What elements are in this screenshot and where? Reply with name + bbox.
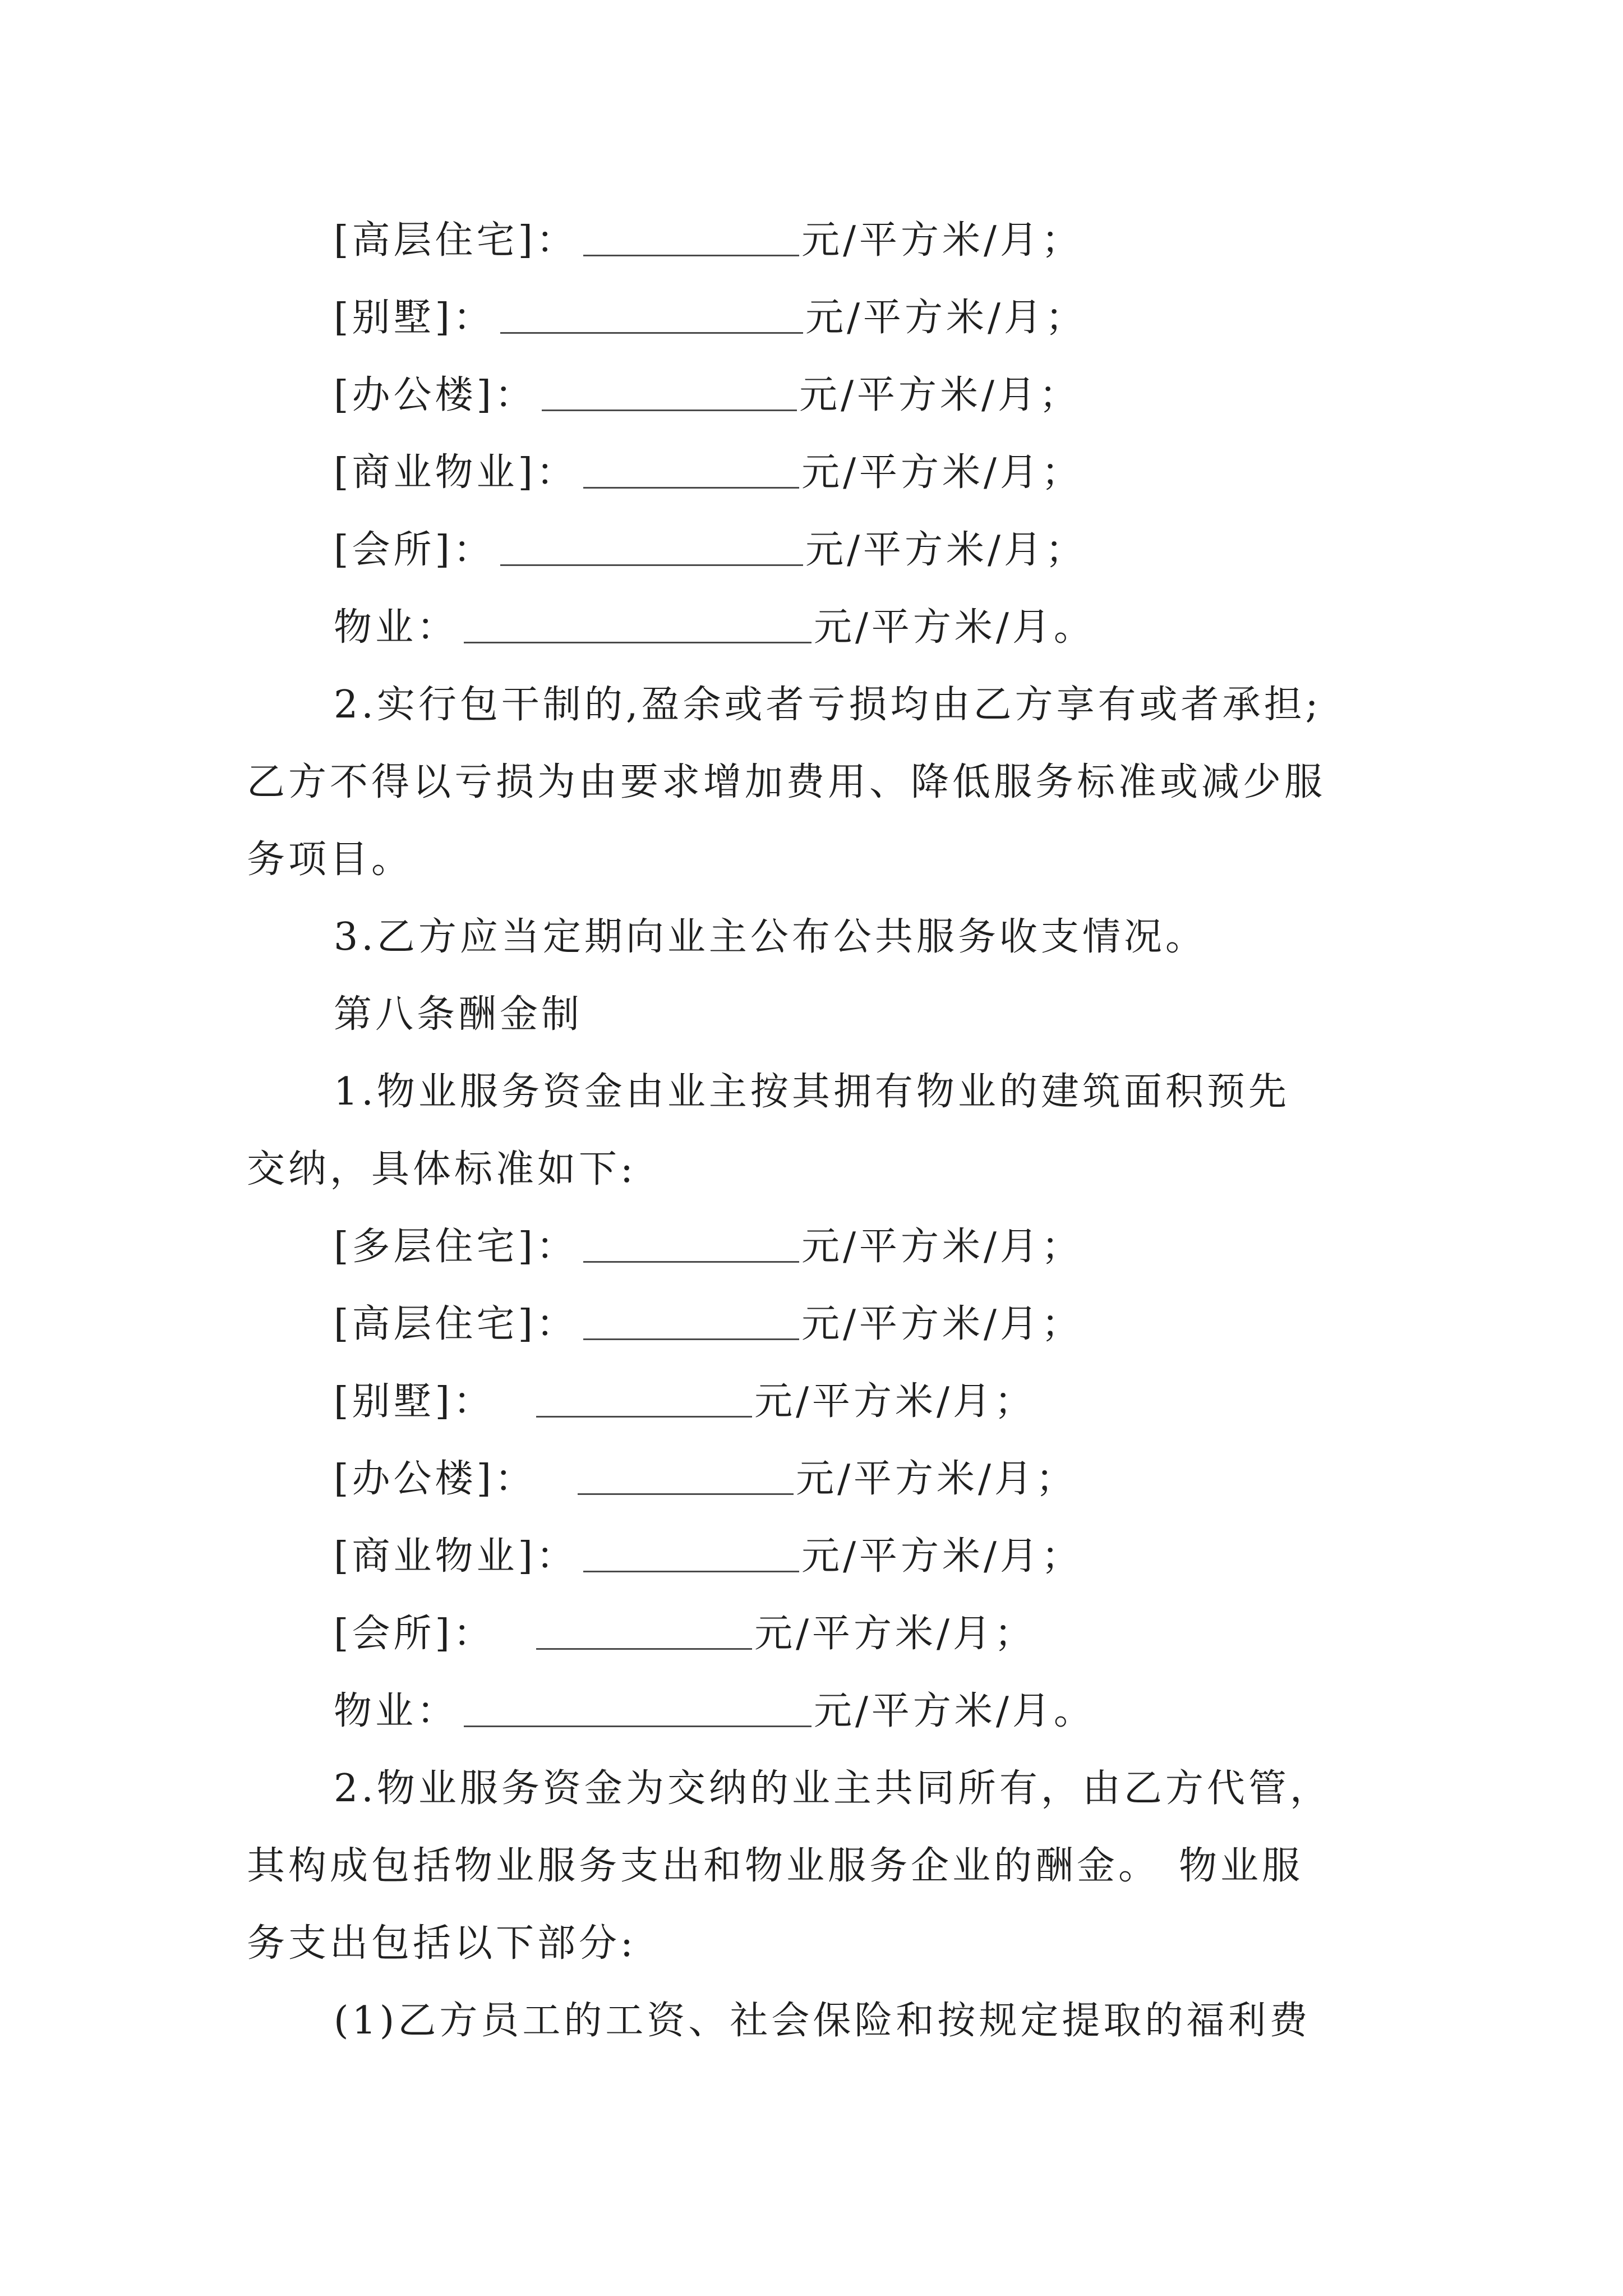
fee-label: 物业： — [334, 605, 459, 650]
paragraph-3: 3.乙方应当定期向业主公布公共服务收支情况。 — [334, 915, 1207, 959]
paragraph-5-line-2 — [247, 1844, 1304, 1888]
fee-unit: 元/平方米/月； — [796, 1457, 1077, 1501]
paragraph-2-line-2: 乙方不得以亏损为由要求增加费用、降低服务标准或减少服 — [247, 760, 1326, 804]
fill-blank — [583, 1232, 799, 1263]
fee-label: 物业： — [334, 1689, 459, 1733]
fee-unit: 元/平方米/月； — [805, 528, 1087, 572]
fee-unit: 元/平方米/月； — [801, 1225, 1083, 1269]
fee-line-office-2 — [334, 1457, 1077, 1501]
fee-label: [会所]： — [334, 1612, 495, 1656]
fee-label: [办公楼]： — [334, 1457, 537, 1501]
fee-line-high-rise — [334, 218, 1083, 263]
fee-line-clubhouse-2 — [334, 1612, 1036, 1656]
fee-label: [高层住宅]： — [334, 218, 578, 263]
fee-unit: 元/平方米/月。 — [814, 1689, 1095, 1733]
fill-blank — [583, 1309, 799, 1340]
fee-unit: 元/平方米/月； — [801, 218, 1083, 263]
fee-unit: 元/平方米/月。 — [814, 605, 1095, 650]
fill-blank — [583, 458, 799, 489]
fee-line-property — [334, 605, 1095, 650]
fee-label: [别墅]： — [334, 296, 495, 340]
paragraph-2-line-3: 务项目。 — [247, 838, 413, 882]
fill-blank — [578, 1464, 794, 1495]
fill-blank — [542, 380, 797, 411]
paragraph-2-line-1: 2.实行包干制的,盈余或者亏损均由乙方享有或者承担; — [334, 683, 1322, 727]
fee-label: [办公楼]： — [334, 373, 537, 417]
fee-line-villa — [334, 296, 1087, 340]
fee-line-multi-storey — [334, 1225, 1083, 1269]
fill-blank — [500, 303, 803, 334]
paragraph-5-line-3: 务支出包括以下部分: — [247, 1921, 637, 1966]
fee-label: [别墅]： — [334, 1379, 495, 1424]
paragraph-5-line-1: 2.物业服务资金为交纳的业主共同所有，由乙方代管， — [334, 1766, 1331, 1811]
fee-unit: 元/平方米/月； — [754, 1379, 1036, 1424]
fee-label: [商业物业]： — [334, 450, 578, 495]
fill-blank — [536, 1387, 752, 1418]
fee-unit: 元/平方米/月； — [799, 373, 1081, 417]
fill-blank — [500, 535, 803, 566]
fee-line-property-2 — [334, 1689, 1095, 1733]
fill-blank — [536, 1619, 752, 1650]
paragraph-5-line-2-tail: 物业服 — [1179, 1844, 1304, 1888]
fill-blank — [583, 226, 799, 256]
fee-unit: 元/平方米/月； — [805, 296, 1087, 340]
fee-unit: 元/平方米/月； — [801, 1534, 1083, 1579]
paragraph-5-line-2-text: 其构成包括物业服务支出和物业服务企业的酬金。 — [247, 1844, 1160, 1888]
fee-unit: 元/平方米/月； — [801, 1302, 1083, 1346]
fee-label: [会所]： — [334, 528, 495, 572]
fee-line-villa-2 — [334, 1379, 1036, 1424]
fill-blank — [464, 613, 811, 643]
fill-blank — [464, 1696, 811, 1727]
fee-label: [多层住宅]： — [334, 1225, 578, 1269]
fee-line-commercial-2 — [334, 1534, 1083, 1579]
paragraph-6: (1)乙方员工的工资、社会保险和按规定提取的福利费 — [334, 1999, 1311, 2043]
fee-label: [商业物业]： — [334, 1534, 578, 1579]
paragraph-4-line-1: 1.物业服务资金由业主按其拥有物业的建筑面积预先 — [334, 1070, 1290, 1114]
fee-line-high-rise-2 — [334, 1302, 1083, 1346]
paragraph-4-line-2: 交纳，具体标准如下: — [247, 1147, 637, 1191]
fee-line-commercial — [334, 450, 1083, 495]
fee-label: [高层住宅]： — [334, 1302, 578, 1346]
fee-line-office — [334, 373, 1081, 417]
fill-blank — [583, 1542, 799, 1572]
fee-unit: 元/平方米/月； — [754, 1612, 1036, 1656]
fee-unit: 元/平方米/月； — [801, 450, 1083, 495]
section-heading: 第八条酬金制 — [334, 992, 583, 1037]
fee-line-clubhouse — [334, 528, 1087, 572]
